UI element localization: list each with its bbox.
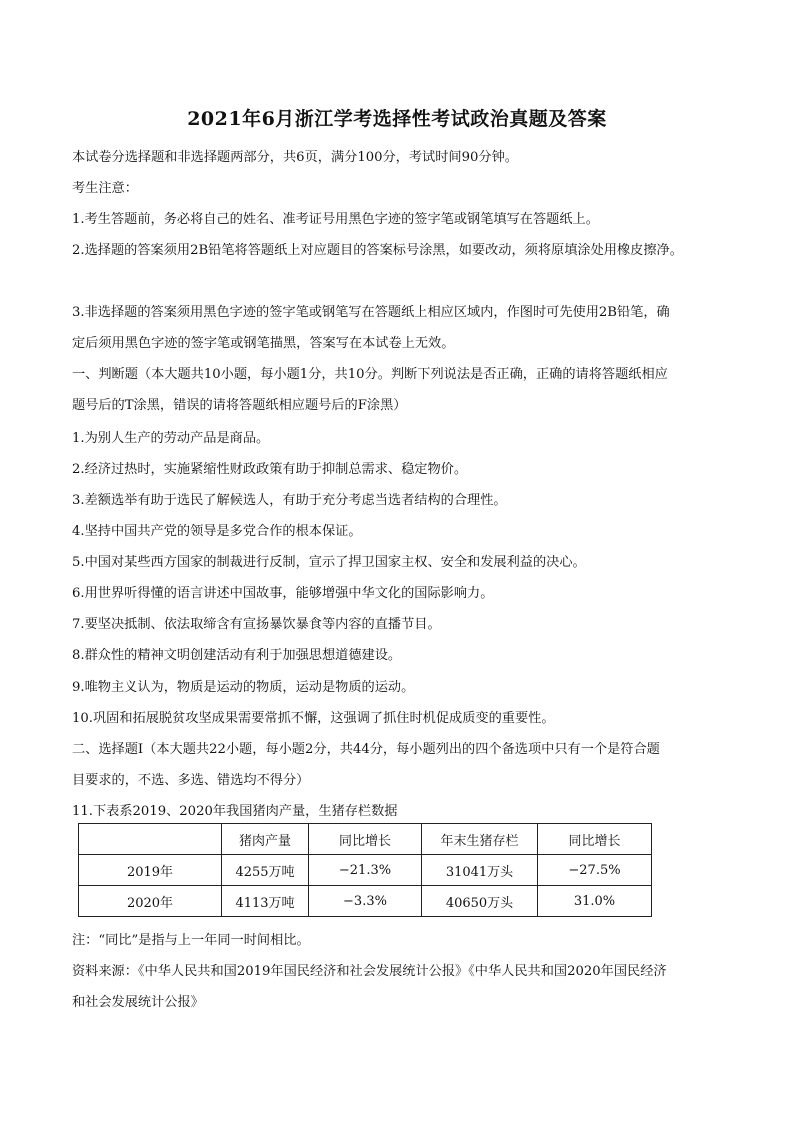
notice-item: 2.选择题的答案须用2B铅笔将答题纸上对应题目的答案标号涂黑，如要改动，须将原填涂处用橡皮擦净。 <box>72 243 683 258</box>
table-cell: −27.5% <box>538 855 652 886</box>
question-item: 7.要坚决抵制、依法取缔含有宣扬暴饮暴食等内容的直播节目。 <box>72 617 441 632</box>
table-cell: −3.3% <box>309 886 422 917</box>
section2-heading-continued: 目要求的，不选、多选、错选均不得分） <box>72 773 310 788</box>
table-row <box>79 855 652 886</box>
question-item: 2.经济过热时，实施紧缩性财政政策有助于抑制总需求、稳定物价。 <box>72 462 468 477</box>
table-note: 注：“同比”是指与上一年同一时间相比。 <box>72 933 310 948</box>
notice-item: 3.非选择题的答案须用黑色字迹的签字笔或钢笔写在答题纸上相应区域内，作图时可先使用2B铅笔，确 <box>72 305 670 320</box>
table-header-cell <box>79 824 222 855</box>
question-item: 3.差额选举有助于选民了解候选人，有助于充分考虑当选者结构的合理性。 <box>72 493 507 508</box>
question-11: 11.下表系2019、2020年我国猪肉产量，生猪存栏数据 <box>72 804 398 819</box>
question-item: 9.唯物主义认为，物质是运动的物质，运动是物质的运动。 <box>72 680 415 695</box>
table-cell: 40650万头 <box>422 886 538 917</box>
table-cell: 31.0% <box>538 886 652 917</box>
table-cell: 31041万头 <box>422 855 538 886</box>
table-cell: 2020年 <box>79 886 222 917</box>
notice-item-continued: 定后须用黑色字迹的签字笔或钢笔描黑，答案写在本试卷上无效。 <box>72 336 455 351</box>
table-row <box>79 886 652 917</box>
table-header-cell: 同比增长 <box>538 824 652 855</box>
section2-heading: 二、选择题Ⅰ（本大题共22小题，每小题2分，共44分，每小题列出的四个备选项中只有一个是符合题 <box>72 742 660 757</box>
table-header-cell: 猪肉产量 <box>222 824 309 855</box>
question-item: 6.用世界听得懂的语言讲述中国故事，能够增强中华文化的国际影响力。 <box>72 586 494 601</box>
data-source-continued: 和社会发展统计公报》 <box>72 995 204 1010</box>
notice-heading: 考生注意： <box>72 181 138 196</box>
table-cell: 4113万吨 <box>222 886 309 917</box>
section1-heading-continued: 题号后的T涂黑，错误的请将答题纸相应题号后的F涂黑） <box>72 398 407 413</box>
question-item: 5.中国对某些西方国家的制裁进行反制，宣示了捍卫国家主权、安全和发展利益的决心。 <box>72 555 586 570</box>
section1-heading: 一、判断题（本大题共10小题，每小题1分，共10分。判断下列说法是否正确，正确的请将答题纸相应 <box>72 367 668 382</box>
question-item: 10.巩固和拓展脱贫攻坚成果需要常抓不懈，这强调了抓住时机促成质变的重要性。 <box>72 711 555 726</box>
table-header-row <box>79 824 652 855</box>
intro-text: 本试卷分选择题和非选择题两部分，共6页，满分100分，考试时间90分钟。 <box>72 150 518 165</box>
data-source: 资料来源：《中华人民共和国2019年国民经济和社会发展统计公报》《中华人民共和国2020年国民经济 <box>72 964 667 979</box>
notice-item: 1.考生答题前，务必将自己的姓名、准考证号用黑色字迹的签字笔或钢笔填写在答题纸上。 <box>72 212 599 227</box>
question-item: 8.群众性的精神文明创建活动有利于加强思想道德建设。 <box>72 648 402 663</box>
table-cell: 2019年 <box>79 855 222 886</box>
document-title: 2021年6月浙江学考选择性考试政治真题及答案 <box>187 108 607 130</box>
question-item: 4.坚持中国共产党的领导是多党合作的根本保证。 <box>72 524 362 539</box>
table-header-cell: 同比增长 <box>309 824 422 855</box>
table-cell: −21.3% <box>309 855 422 886</box>
table-header-cell: 年末生猪存栏 <box>422 824 538 855</box>
table-cell: 4255万吨 <box>222 855 309 886</box>
question-item: 1.为别人生产的劳动产品是商品。 <box>72 431 270 446</box>
pork-data-table <box>78 823 652 917</box>
